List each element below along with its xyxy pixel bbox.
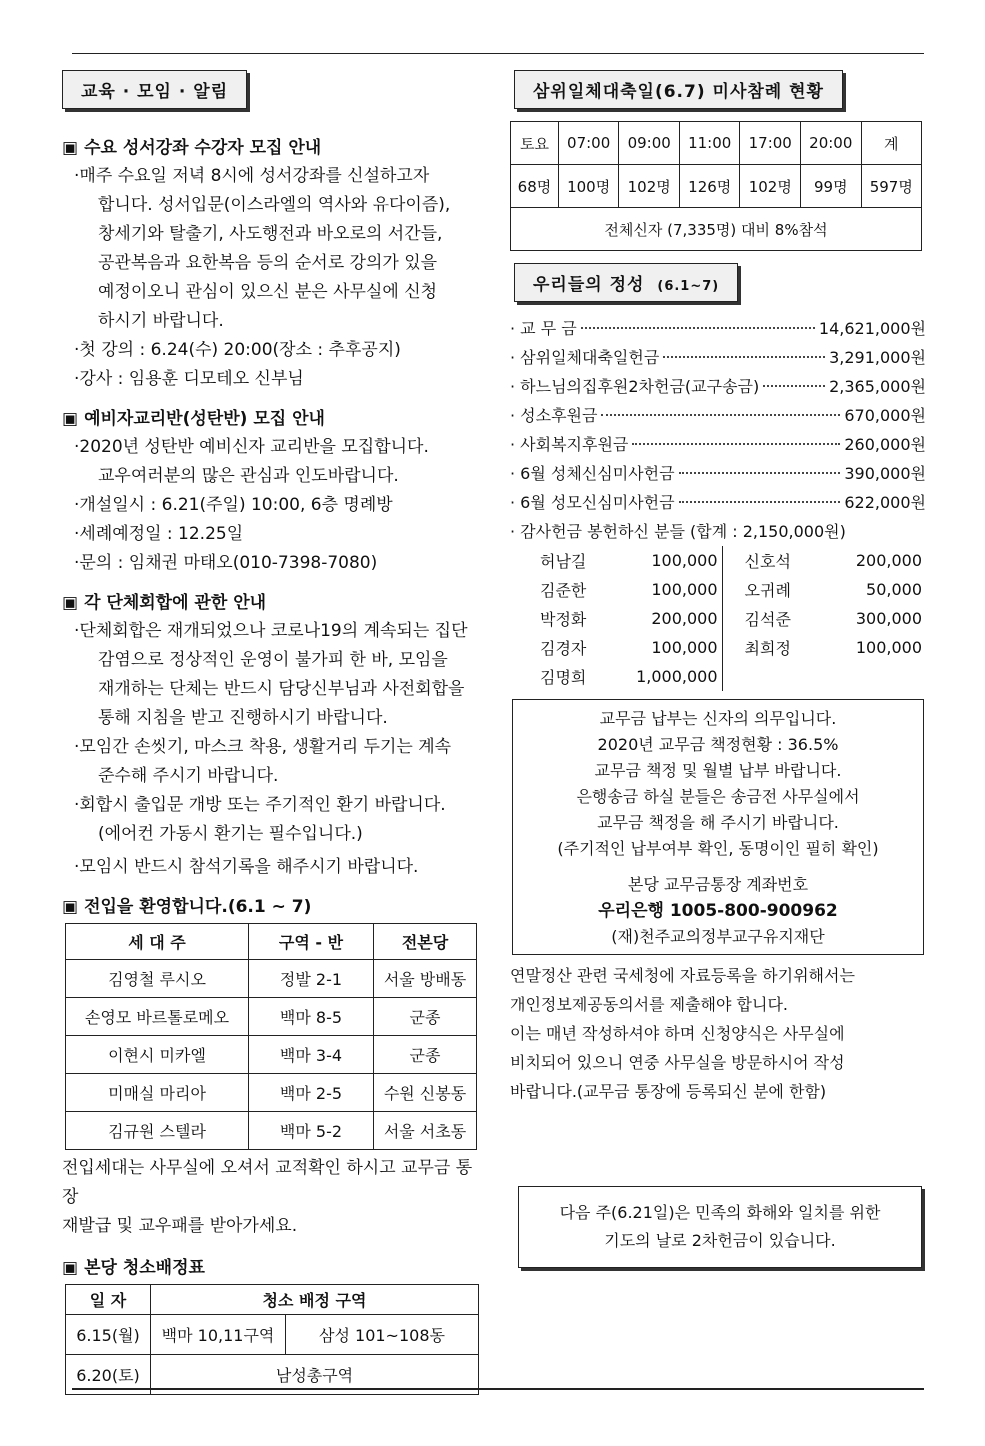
cell: 서울 서초동 bbox=[374, 1112, 477, 1150]
square-bullet-icon: ▣ bbox=[62, 1258, 79, 1278]
attendance-footer: 전체신자 (7,335명) 대비 8%참석 bbox=[511, 208, 922, 251]
sec1-heading bbox=[62, 133, 480, 158]
table-header: 청소 배정 구역 bbox=[151, 1285, 479, 1315]
cell: 백마 5-2 bbox=[249, 1112, 374, 1150]
offering-title-text: 우리들의 정성 bbox=[533, 275, 645, 295]
donor-name: 최희정 bbox=[744, 639, 791, 658]
tax-line: 이는 매년 작성하셔야 하며 신청양식은 사무실에 bbox=[510, 1024, 845, 1043]
cell: 07:00 bbox=[558, 122, 619, 165]
cell: 102명 bbox=[619, 165, 680, 208]
cell: 군종 bbox=[374, 1036, 477, 1074]
table-header: 전본당 bbox=[374, 924, 477, 960]
sec3-line: ·회합시 출입문 개방 또는 주기적인 환기 바랍니다. bbox=[74, 795, 446, 815]
mass-attendance-table bbox=[510, 121, 922, 251]
offering-list bbox=[510, 314, 926, 546]
dues-box bbox=[512, 699, 924, 955]
cell: 서울 방배동 bbox=[374, 960, 477, 998]
cell: 이현시 미카엘 bbox=[66, 1036, 249, 1074]
dues-line: 은행송금 하실 분들은 송금전 사무실에서 bbox=[576, 787, 860, 806]
offering-label: · 성소후원금 bbox=[510, 406, 598, 425]
cell: 11:00 bbox=[679, 122, 740, 165]
donor-name: 김석준 bbox=[744, 610, 791, 629]
donor-amount: 300,000 bbox=[855, 609, 922, 628]
cell: 100명 bbox=[558, 165, 619, 208]
sec5-title: 본당 청소배정표 bbox=[84, 1258, 205, 1278]
sec2-title: 예비자교리반(성탄반) 모집 안내 bbox=[84, 409, 325, 429]
cell: 6.15(월) bbox=[66, 1315, 151, 1355]
sec3-line: ·모임시 반드시 참석기록을 해주시기 바랍니다. bbox=[74, 857, 419, 877]
cell: 김규원 스텔라 bbox=[66, 1112, 249, 1150]
offering-amount: 622,000원 bbox=[844, 493, 926, 512]
cell: 17:00 bbox=[740, 122, 801, 165]
tax-notice bbox=[510, 961, 926, 1106]
sec4-title: 전입을 환영합니다.(6.1 ~ 7) bbox=[84, 897, 312, 917]
donor-amount: 100,000 bbox=[604, 633, 722, 662]
sec4-heading bbox=[62, 892, 480, 917]
offering-row bbox=[510, 401, 926, 430]
cell: 남성총구역 bbox=[151, 1355, 479, 1395]
tax-line: 바랍니다.(교무금 통장에 등록되신 분에 한함) bbox=[510, 1082, 827, 1101]
donor-name: 신호석 bbox=[744, 552, 791, 571]
table-row bbox=[536, 633, 926, 662]
sec3-heading bbox=[62, 588, 480, 613]
donor-amount: 50,000 bbox=[866, 580, 922, 599]
sec5-heading bbox=[62, 1253, 480, 1278]
cell: 68명 bbox=[511, 165, 559, 208]
offering-row bbox=[510, 488, 926, 517]
sec3-line: ·단체회합은 재개되었으나 코로나19의 계속되는 집단 bbox=[74, 621, 468, 641]
donor-name: 김경자 bbox=[540, 639, 587, 658]
donor-amount: 200,000 bbox=[855, 551, 922, 570]
tax-line: 연말정산 관련 국세청에 자료등록을 하기위해서는 bbox=[510, 966, 855, 985]
cell: 597명 bbox=[861, 165, 921, 208]
dues-line: 교무금 책정을 해 주시기 바랍니다. bbox=[597, 813, 839, 832]
donor-amount bbox=[808, 662, 926, 691]
sec3-line: (에어컨 가동시 환기는 필수입니다.) bbox=[98, 824, 363, 844]
donor-name: 오귀례 bbox=[744, 581, 791, 600]
next-week-notice bbox=[518, 1186, 922, 1268]
cleaning-table bbox=[65, 1284, 479, 1395]
offering-label: · 6월 성모신심미사헌금 bbox=[510, 493, 675, 512]
top-rule bbox=[72, 53, 924, 54]
transfer-table bbox=[65, 923, 477, 1150]
offering-title-dates: (6.1~7) bbox=[657, 279, 720, 294]
cell: 김영철 루시오 bbox=[66, 960, 249, 998]
cell: 수원 신봉동 bbox=[374, 1074, 477, 1112]
donor-amount: 200,000 bbox=[604, 604, 722, 633]
sec1-item: ·강사 : 임용훈 디모테오 신부님 bbox=[74, 369, 304, 389]
offering-row bbox=[510, 343, 926, 372]
sec3-title: 각 단체회합에 관한 안내 bbox=[84, 593, 267, 613]
table-header: 구역 - 반 bbox=[249, 924, 374, 960]
square-bullet-icon: ▣ bbox=[62, 409, 79, 429]
table-row bbox=[511, 122, 922, 165]
cell: 백마 10,11구역 bbox=[151, 1315, 286, 1355]
donor-name: 박정화 bbox=[540, 610, 587, 629]
tax-line: 비치되어 있으니 연중 사무실을 방문하시어 작성 bbox=[510, 1053, 845, 1072]
mass-attendance-title: 삼위일체대축일(6.7) 미사참례 현황 bbox=[514, 70, 843, 109]
cell: 126명 bbox=[679, 165, 740, 208]
cell: 군종 bbox=[374, 998, 477, 1036]
table-header: 세 대 주 bbox=[66, 924, 249, 960]
donor-name: 김준한 bbox=[540, 581, 587, 600]
donor-name: 김명희 bbox=[540, 668, 587, 687]
offering-title bbox=[514, 263, 738, 302]
table-row bbox=[66, 1036, 477, 1074]
sec1-item: ·첫 강의 : 6.24(수) 20:00(장소 : 추후공지) bbox=[74, 340, 401, 360]
donor-amount: 100,000 bbox=[604, 575, 722, 604]
table-row bbox=[511, 208, 922, 251]
table-row bbox=[536, 604, 926, 633]
offering-row bbox=[510, 459, 926, 488]
cell: 20:00 bbox=[801, 122, 862, 165]
sec1-line: 공관복음과 요한복음 등의 순서로 강의가 있을 bbox=[98, 253, 438, 273]
table-row bbox=[66, 1074, 477, 1112]
table-row bbox=[511, 165, 922, 208]
tax-line: 개인정보제공동의서를 제출해야 합니다. bbox=[510, 995, 789, 1014]
notice-line: 다음 주(6.21일)은 민족의 화해와 일치를 위한 bbox=[559, 1203, 881, 1222]
sec2-item: ·문의 : 임채권 마태오(010-7398-7080) bbox=[74, 553, 378, 573]
offering-label: · 6월 성체신심미사헌금 bbox=[510, 464, 675, 483]
sec3-line: 감염으로 정상적인 운영이 불가피 한 바, 모임을 bbox=[98, 650, 448, 670]
cell: 102명 bbox=[740, 165, 801, 208]
sec3-line: 준수해 주시기 바랍니다. bbox=[98, 766, 279, 786]
section-header-education: 교육 · 모임 · 알림 bbox=[62, 70, 247, 109]
cell: 미매실 마리아 bbox=[66, 1074, 249, 1112]
account-holder: (재)천주교의정부교구유지재단 bbox=[611, 927, 825, 946]
sec1-line: 예정이오니 관심이 있으신 분은 사무실에 신청 bbox=[98, 282, 438, 302]
table-row bbox=[536, 662, 926, 691]
sec1-line: 창세기와 탈출기, 사도행전과 바오로의 서간들, bbox=[98, 224, 443, 244]
dues-line: 교무금 납부는 신자의 의무입니다. bbox=[599, 709, 837, 728]
cell: 정발 2-1 bbox=[249, 960, 374, 998]
offering-amount: 14,621,000원 bbox=[818, 319, 926, 338]
donor-amount: 100,000 bbox=[855, 638, 922, 657]
cell: 계 bbox=[861, 122, 921, 165]
offering-amount: 390,000원 bbox=[844, 464, 926, 483]
cell: 09:00 bbox=[619, 122, 680, 165]
table-row bbox=[66, 960, 477, 998]
sec3-line: ·모임간 손씻기, 마스크 착용, 생활거리 두기는 계속 bbox=[74, 737, 452, 757]
offering-label: · 삼위일체대축일헌금 bbox=[510, 348, 660, 367]
right-column bbox=[510, 70, 926, 1268]
table-header: 일 자 bbox=[66, 1285, 151, 1315]
cell: 손영모 바르톨로메오 bbox=[66, 998, 249, 1036]
transfer-note: 전입세대는 사무실에 오셔서 교적확인 하시고 교무금 통장 bbox=[62, 1158, 473, 1207]
sec1-line: ·매주 수요일 저녁 8시에 성서강좌를 신설하고자 bbox=[74, 166, 430, 186]
offering-amount: 670,000원 bbox=[844, 406, 926, 425]
offering-row bbox=[510, 372, 926, 401]
cell: 6.20(토) bbox=[66, 1355, 151, 1395]
cell: 토요 bbox=[511, 122, 559, 165]
cell: 백마 3-4 bbox=[249, 1036, 374, 1074]
table-row bbox=[66, 1315, 479, 1355]
thanks-offering-line: · 감사헌금 봉헌하신 분들 (합계 : 2,150,000원) bbox=[510, 522, 846, 541]
cell: 삼성 101~108동 bbox=[286, 1315, 479, 1355]
offering-amount: 3,291,000원 bbox=[829, 348, 926, 367]
offering-label: · 교 무 금 bbox=[510, 319, 577, 338]
sec3-line: 재개하는 단체는 반드시 담당신부님과 사전회합을 bbox=[98, 679, 465, 699]
notice-line: 기도의 날로 2차헌금이 있습니다. bbox=[604, 1231, 836, 1250]
table-row bbox=[536, 575, 926, 604]
sec1-line: 하시기 바랍니다. bbox=[98, 311, 224, 331]
sec2-item: ·개설일시 : 6.21(주일) 10:00, 6층 명례방 bbox=[74, 495, 393, 515]
offering-label: · 하느님의집후원2차헌금(교구송금) bbox=[510, 377, 760, 396]
dues-line: 2020년 교무금 책정현황 : 36.5% bbox=[597, 735, 839, 754]
dues-line: 교무금 책정 및 월별 납부 바랍니다. bbox=[594, 761, 842, 780]
sec1-title: 수요 성서강좌 수강자 모집 안내 bbox=[84, 138, 322, 158]
table-row bbox=[66, 998, 477, 1036]
cell: 백마 2-5 bbox=[249, 1074, 374, 1112]
account-label: 본당 교무금통장 계좌번호 bbox=[627, 875, 809, 894]
cell: 백마 8-5 bbox=[249, 998, 374, 1036]
offering-row bbox=[510, 430, 926, 459]
table-row bbox=[536, 546, 926, 575]
account-number: 우리은행 1005-800-900962 bbox=[598, 901, 838, 921]
bottom-rule bbox=[72, 1388, 924, 1390]
sec2-item: ·2020년 성탄반 예비신자 교리반을 모집합니다. bbox=[74, 437, 429, 457]
transfer-note: 재발급 및 교우패를 받아가세요. bbox=[62, 1216, 298, 1236]
dues-line: (주기적인 납부여부 확인, 동명이인 필히 확인) bbox=[557, 839, 879, 858]
left-column bbox=[62, 70, 480, 1395]
sec2-heading bbox=[62, 404, 480, 429]
donor-amount: 100,000 bbox=[604, 546, 722, 575]
sec3-line: 통해 지침을 받고 진행하시기 바랍니다. bbox=[98, 708, 388, 728]
donor-name bbox=[722, 662, 808, 691]
sec1-line: 합니다. 성서입문(이스라엘의 역사와 유다이즘), bbox=[98, 195, 451, 215]
donor-name: 허남길 bbox=[540, 552, 587, 571]
cell: 99명 bbox=[801, 165, 862, 208]
sec2-item: 교우여러분의 많은 관심과 인도바랍니다. bbox=[98, 466, 399, 486]
donor-amount: 1,000,000 bbox=[604, 662, 722, 691]
square-bullet-icon: ▣ bbox=[62, 138, 79, 158]
offering-label: · 사회복지후원금 bbox=[510, 435, 629, 454]
offering-amount: 260,000원 bbox=[844, 435, 926, 454]
offering-row bbox=[510, 314, 926, 343]
square-bullet-icon: ▣ bbox=[62, 897, 79, 917]
donor-table bbox=[536, 546, 926, 691]
offering-amount: 2,365,000원 bbox=[829, 377, 926, 396]
square-bullet-icon: ▣ bbox=[62, 593, 79, 613]
table-row bbox=[66, 1112, 477, 1150]
sec2-item: ·세례예정일 : 12.25일 bbox=[74, 524, 244, 544]
